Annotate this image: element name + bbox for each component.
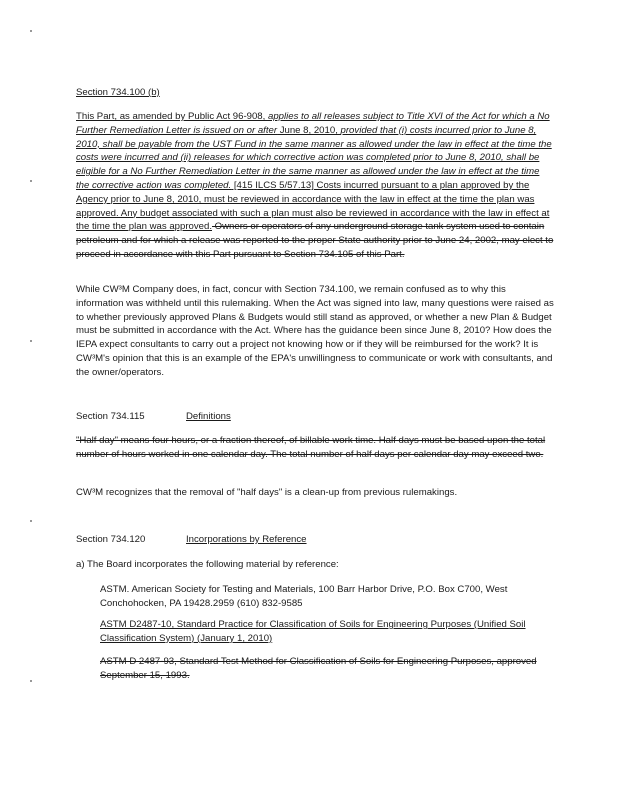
scan-mark xyxy=(30,30,32,32)
section-100-comment: While CW³M Company does, in fact, concur with Section 734.100, we remain confused as to why this information was withheld until this rulemaking. When the Act was signed into law, many questions were raised as to whether previously approved Plans & Budgets would still stand as approved, or whether a new Plan & Budget must be submitted in accordance with the Act. Where has the guidance been since June 8, 2010? How does the IEPA expect consultants to carry out a project not knowing how or if they will be reimbursed for the work? It is CW³M's opinion that this is an example of the EPA's unwillingness to communicate or work with consultants, and the owner/operators. xyxy=(76,284,554,378)
section-120-heading: Section 734.120 Incorporations by Reference xyxy=(76,534,307,545)
section-100-amended-text: This Part, as amended by Public Act 96-908, applies to all releases subject to Title XVI of the Act for which a No Further Remediation Letter is issued on or after June 8, 2010, provided that (i) costs incurred prior to June 8, 2010, shall be payable from the UST Fund in the same manner as allowed under the law in effect at the time the costs were incurred and (ii) releases for which corrective action was completed prior to June 8, 2010, shall be eligible for a No Further Remediation Letter in the same manner as allowed under the law in effect at the time the corrective action was completed. [415 ILCS 5/57.13] Costs incurred pursuant to a plan approved by the Agency prior to June 8, 2010, must be reviewed in accordance with the law in effect at the time the plan was approved. Any budget associated with such a plan must also be reviewed in accordance with the law in effect at the time the plan was approved. Owners or operators of any underground storage tank system used to contain petroleum and for which a release was reported to the proper State authority prior to June 24, 2002, may elect to proceed in accordance with this Part pursuant to Section 734.105 of this Part. xyxy=(76,111,554,260)
scan-mark xyxy=(30,180,32,182)
section-100-heading: Section 734.100 (b) xyxy=(76,87,160,98)
scan-mark xyxy=(30,680,32,682)
incorporation-intro: a) The Board incorporates the following material by reference: xyxy=(76,559,339,570)
section-115-comment: CW³M recognizes that the removal of "half days" is a clean-up from previous rulemakings. xyxy=(76,487,458,498)
astm-d2487-10: ASTM D2487-10, Standard Practice for Classification of Soils for Engineering Purposes (Unified Soil Classification System) (January 1, 2010) xyxy=(100,619,526,644)
scan-mark xyxy=(30,340,32,342)
astm-d2487-93-struck: ASTM D 2487-93, Standard Test Method for Classification of Soils for Engineering Purposes, approved September 15, 1993. xyxy=(100,656,537,681)
section-115-heading: Section 734.115 Definitions xyxy=(76,411,231,422)
scan-mark xyxy=(30,520,32,522)
half-day-definition-struck: "Half day" means four hours, or a fraction thereof, of billable work time. Half days must be based upon the total number of hours worked in one calendar day. The total number of half days per calendar day may exceed two. xyxy=(76,435,546,460)
astm-address: ASTM. American Society for Testing and Materials, 100 Barr Harbor Drive, P.O. Box C700, West Conchohocken, PA 19428.2959 (610) 832-9585 xyxy=(100,584,508,609)
